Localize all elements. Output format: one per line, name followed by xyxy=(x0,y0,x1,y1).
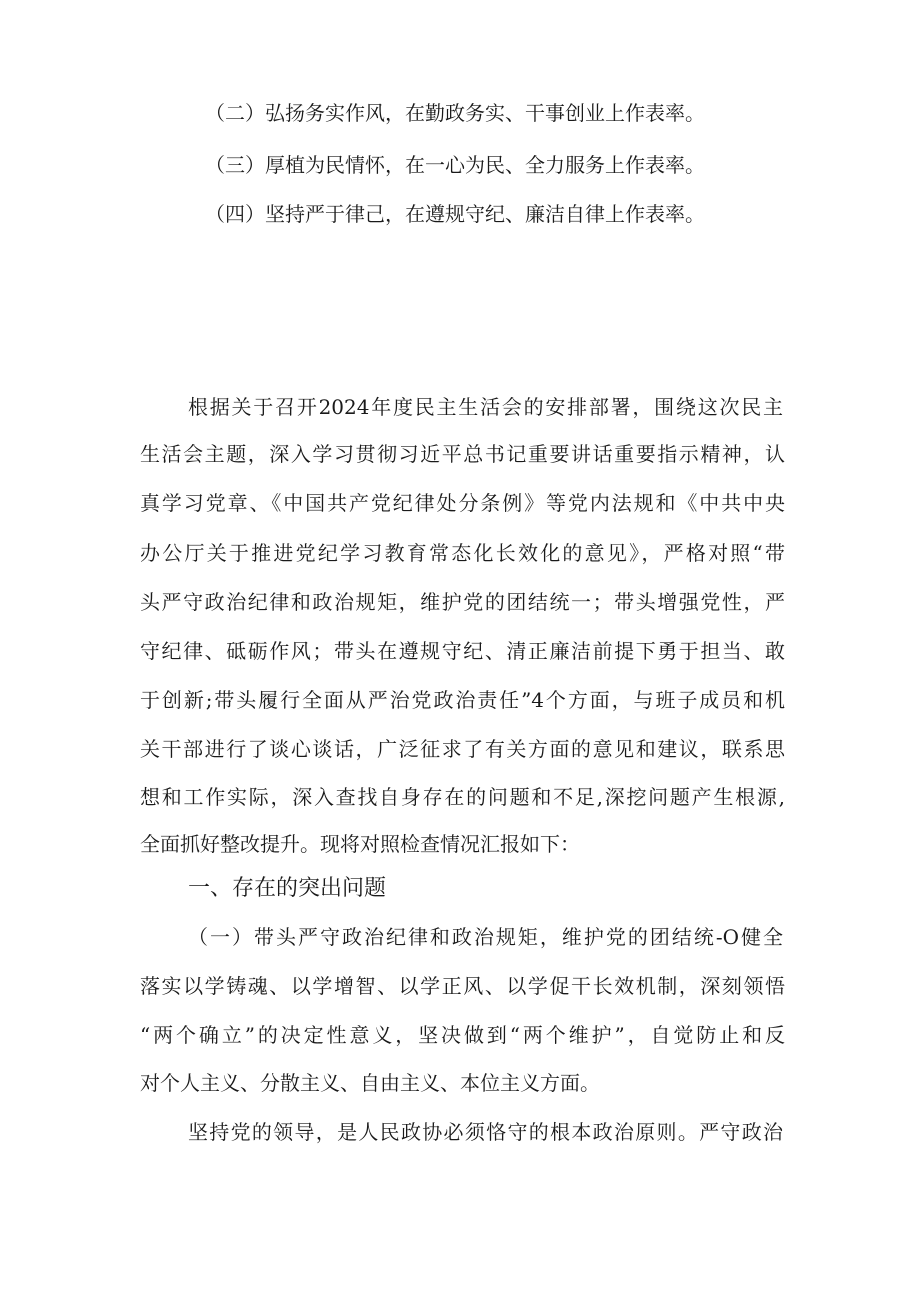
section-heading: 一、存在的突出问题 xyxy=(188,876,387,901)
subsection-line: （一）带头严守政治纪律和政治规矩，维护党的团结统-O健全 xyxy=(188,925,783,949)
intro-line: 生活会主题，深入学习贯彻习近平总书记重要讲话重要指示精神，认 xyxy=(140,442,785,466)
intro-line: 根据关于召开2024年度民主生活会的安排部署，围绕这次民主 xyxy=(188,395,783,419)
top-item: （三）厚植为民情怀，在一心为民、全力服务上作表率。 xyxy=(205,153,705,177)
intro-line: 头严守政治纪律和政治规矩，维护党的团结统一；带头增强党性，严 xyxy=(140,590,785,614)
intro-line: 全面抓好整改提升。现将对照检查情况汇报如下： xyxy=(140,832,580,856)
intro-line: 办公厅关于推进党纪学习教育常态化长效化的意见》，严格对照“带 xyxy=(140,541,785,565)
subsection-line: 落实以学铸魂、以学增智、以学正风、以学促干长效机制，深刻领悟 xyxy=(140,974,785,998)
subsection-line: “两个确立”的决定性意义，坚决做到“两个维护”，自觉防止和反 xyxy=(140,1023,785,1047)
top-item: （四）坚持严于律己，在遵规守纪、廉洁自律上作表率。 xyxy=(205,202,705,226)
intro-line: 想和工作实际，深入查找自身存在的问题和不足,深挖问题产生根源, xyxy=(140,785,785,809)
intro-line: 真学习党章、《中国共产党纪律处分条例》等党内法规和《中共中央 xyxy=(140,491,785,515)
intro-line: 关干部进行了谈心谈话，广泛征求了有关方面的意见和建议，联系思 xyxy=(140,737,785,761)
subsection-line: 对个人主义、分散主义、自由主义、本位主义方面。 xyxy=(140,1071,600,1095)
intro-line: 于创新;带头履行全面从严治党政治责任”4个方面，与班子成员和机 xyxy=(140,688,785,712)
intro-line: 守纪律、砥砺作风；带头在遵规守纪、清正廉洁前提下勇于担当、敢 xyxy=(140,639,785,663)
body-line: 坚持党的领导，是人民政协必须恪守的根本政治原则。严守政治 xyxy=(188,1120,783,1144)
top-item: （二）弘扬务实作风，在勤政务实、干事创业上作表率。 xyxy=(205,101,705,125)
